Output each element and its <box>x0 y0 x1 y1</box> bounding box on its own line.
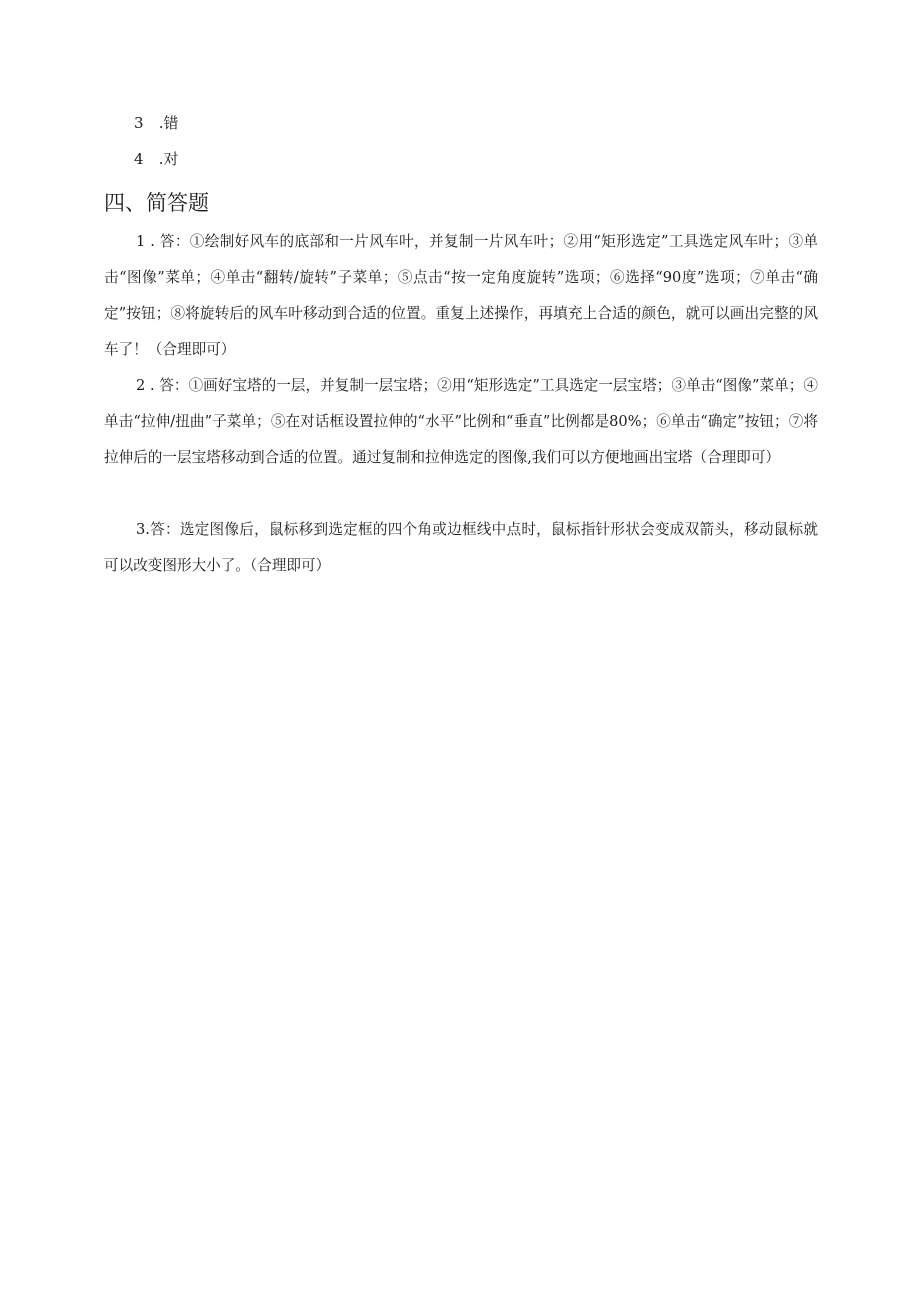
item-number: 4 <box>134 150 144 168</box>
item-number: 3 <box>134 114 144 132</box>
item-answer: .错 <box>158 114 179 132</box>
answer-paragraph-3: 3.答：选定图像后，鼠标移到选定框的四个角或边框线中点时，鼠标指针形状会变成双箭头，移动鼠标就可以改变图形大小了。（合理即可） <box>104 521 818 574</box>
answer-paragraph-1: 1 . 答：①绘制好风车的底部和一片风车叶，并复制一片风车叶；②用“矩形选定”工具选定风车叶；③单击“图像”菜单；④单击“翻转/旋转”子菜单；⑤点击“按一定角度旋转”选项；⑥选择“90度”选项；⑦单击“确定”按钮；⑧将旋转后的风车叶移动到合适的位置。重复上述操作，再填充上合适的颜色，就可以画出完整的风车了！（合理即可） <box>104 233 818 358</box>
answer-paragraph-2: 2 . 答：①画好宝塔的一层，并复制一层宝塔；②用“矩形选定”工具选定一层宝塔；③单击“图像”菜单；④单击“拉伸/扭曲”子菜单；⑤在对话框设置拉伸的“水平”比例和“垂直”比例都是80%；⑥单击“确定”按钮；⑦将拉伸后的一层宝塔移动到合适的位置。通过复制和拉伸选定的图像,我们可以方便地画出宝塔（合理即可） <box>104 377 818 466</box>
section-title: 四、简答题 <box>104 191 209 215</box>
true-false-item-4 <box>134 149 179 169</box>
true-false-item-3 <box>134 113 179 133</box>
item-answer: .对 <box>158 150 179 168</box>
